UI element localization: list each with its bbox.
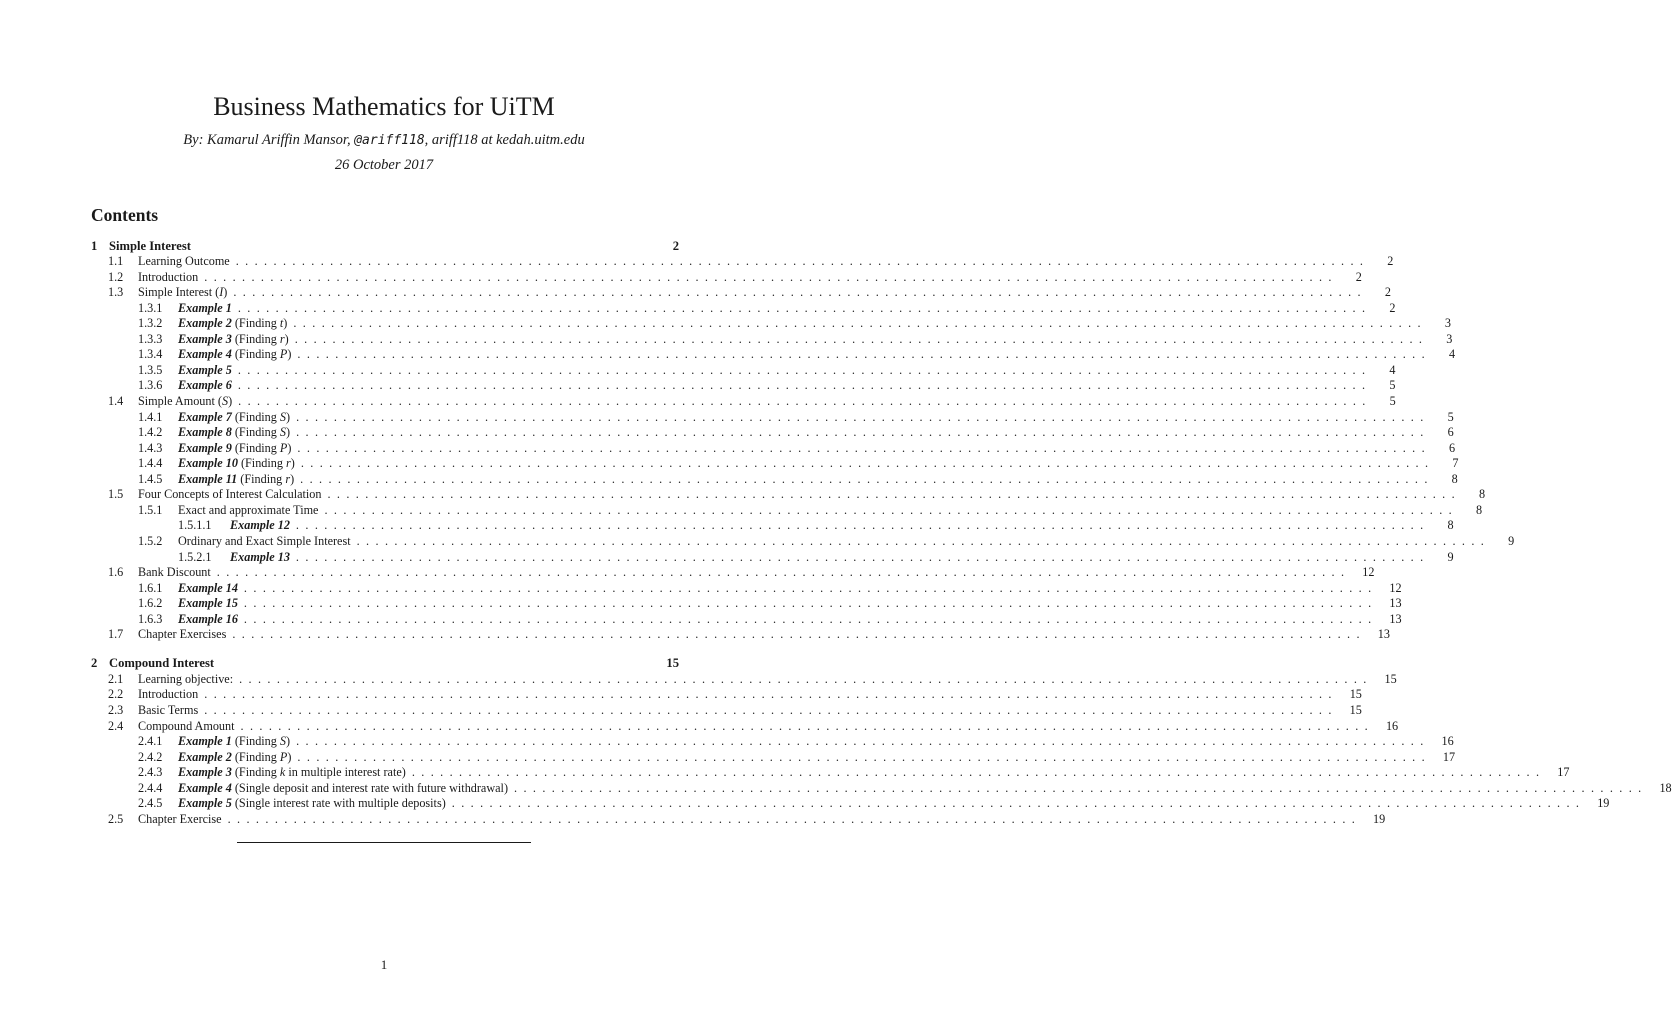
toc-page-number: 16 xyxy=(1441,734,1454,749)
toc-dot-leader: ........................................................................................................................ xyxy=(233,285,1367,300)
toc-entry[interactable] xyxy=(91,502,1483,518)
toc-entry-number: 1.5.2.1 xyxy=(178,549,212,564)
toc-entry-title xyxy=(230,517,290,533)
toc-dot-leader: ........................................................................................................................ xyxy=(296,734,1430,749)
toc-entry-title xyxy=(178,331,289,347)
toc-page-number: 5 xyxy=(1389,378,1396,393)
toc-title-text: Exact and approximate Time xyxy=(178,502,319,517)
toc-entry-number: 1.4.3 xyxy=(138,440,163,455)
toc-title-text: (Finding xyxy=(231,347,280,362)
toc-entry[interactable] xyxy=(91,346,1456,362)
toc-page-number: 16 xyxy=(1385,718,1399,733)
toc-title-text: ) xyxy=(286,409,291,424)
toc-entry[interactable] xyxy=(91,811,1386,827)
toc-title-text: Introduction xyxy=(138,269,199,284)
toc-title-text: (Finding xyxy=(231,331,280,346)
toc-example-label: Example 5 xyxy=(178,796,232,811)
toc-entry-title xyxy=(138,253,230,269)
toc-example-label: Example 15 xyxy=(178,596,238,611)
toc-dot-leader: ........................................................................................................................ xyxy=(297,347,1432,362)
toc-entry-number: 1.2 xyxy=(108,269,124,284)
toc-entry-number: 2.4.1 xyxy=(138,734,163,749)
toc-entry-number: 2.5 xyxy=(108,811,124,826)
toc-entry-title xyxy=(138,564,211,580)
toc-entry-number: 1.6.2 xyxy=(138,596,163,611)
contents-heading: Contents xyxy=(91,205,159,225)
toc-entry-title xyxy=(178,424,290,440)
toc-entry-number: 1.6 xyxy=(108,565,124,580)
toc-entry[interactable] xyxy=(91,702,1362,718)
toc-entry-number: 1.3.2 xyxy=(138,316,163,331)
toc-page-number: 6 xyxy=(1448,440,1456,455)
toc-page-number: 2 xyxy=(1387,254,1394,269)
toc-math-symbol: r xyxy=(285,471,291,486)
toc-math-symbol: S xyxy=(279,409,286,424)
toc-page-number: 17 xyxy=(1442,749,1456,764)
toc-example-label: Example 2 xyxy=(178,749,232,764)
toc-example-label: Example 10 xyxy=(178,456,238,471)
toc-page-number: 15 xyxy=(1384,671,1397,686)
toc-example-label: Example 14 xyxy=(178,580,238,595)
toc-math-symbol: S xyxy=(221,394,229,408)
toc-dot-leader: ........................................................................................................................ xyxy=(232,627,1366,642)
toc-entry-number: 2 xyxy=(91,656,98,671)
toc-example-label: Example 8 xyxy=(178,425,232,440)
toc-dot-leader: ........................................................................................................................ xyxy=(204,687,1338,702)
toc-entry-number: 2.4.4 xyxy=(138,780,163,795)
toc-title-text: Simple Interest ( xyxy=(138,285,220,300)
toc-dot-leader: ........................................................................................................................ xyxy=(296,425,1430,440)
toc-entry[interactable] xyxy=(91,626,1390,642)
toc-dot-leader: ........................................................................................................................ xyxy=(243,596,1378,611)
toc-dot-leader: ........................................................................................................................ xyxy=(514,780,1648,795)
toc-dot-leader: ........................................................................................................................ xyxy=(297,749,1432,764)
toc-entry[interactable] xyxy=(91,749,1456,765)
toc-page-number: 3 xyxy=(1444,316,1451,331)
toc-page-number: 13 xyxy=(1389,611,1402,626)
toc-entry-number: 1.3.4 xyxy=(138,347,163,362)
toc-entry-title xyxy=(178,502,318,518)
toc-math-symbol: r xyxy=(279,331,285,346)
toc-entry-number: 1.3.5 xyxy=(138,362,163,377)
toc-entry-title xyxy=(178,300,232,316)
toc-title-text: (Finding xyxy=(231,409,280,424)
byline-author: By: Kamarul Ariffin Mansor, xyxy=(183,132,351,148)
toc-entry-number: 1.5.2 xyxy=(138,533,163,548)
toc-title-text: ) xyxy=(283,316,288,331)
toc-title-text: Learning objective: xyxy=(138,671,234,686)
toc-example-label: Example 1 xyxy=(178,300,232,315)
toc-entry[interactable] xyxy=(91,409,1454,425)
toc-dot-leader: ........................................................................................................................ xyxy=(356,533,1491,548)
toc-entry[interactable] xyxy=(91,393,1396,409)
toc-title-text: (Finding xyxy=(237,456,286,471)
toc-example-label: Example 5 xyxy=(178,362,232,377)
toc-entry[interactable] xyxy=(91,733,1454,749)
toc-example-label: Example 2 xyxy=(178,316,232,331)
toc-entry[interactable] xyxy=(91,686,1362,702)
toc-title-text: ) xyxy=(286,734,291,749)
toc-dot-leader: ........................................................................................................................ xyxy=(451,796,1586,811)
toc-title-text: (Finding xyxy=(231,440,280,455)
toc-dot-leader: ........................................................................................................................ xyxy=(227,811,1362,826)
toc-entry[interactable] xyxy=(91,269,1362,285)
twitter-handle[interactable]: @ariff118 xyxy=(354,133,425,148)
toc-page-number: 7 xyxy=(1452,456,1459,471)
toc-page-number: 9 xyxy=(1508,533,1515,548)
toc-dot-leader: ........................................................................................................................ xyxy=(216,565,1351,580)
toc-entry[interactable] xyxy=(91,315,1451,331)
toc-page-number: 8 xyxy=(1451,471,1458,486)
toc-math-symbol: P xyxy=(279,347,288,362)
toc-entry-title xyxy=(178,611,238,627)
toc-dot-leader: ........................................................................................................................ xyxy=(295,549,1430,564)
toc-entry-number: 1.4.5 xyxy=(138,471,163,486)
toc-page-number: 2 xyxy=(672,238,679,253)
toc-entry[interactable] xyxy=(91,580,1402,596)
toc-dot-leader: ........................................................................................................................ xyxy=(297,440,1432,455)
toc-dot-leader: ........................................................................................................................ xyxy=(237,300,1372,315)
toc-page-number: 18 xyxy=(1659,780,1672,795)
toc-title-text: (Finding xyxy=(231,425,280,440)
toc-example-label: Example 11 xyxy=(178,471,238,486)
toc-entry-title xyxy=(178,795,446,811)
toc-entry-title xyxy=(138,269,198,285)
toc-title-text: Four Concepts of Interest Calculation xyxy=(138,487,322,502)
toc-entry-number: 1.3 xyxy=(108,285,124,300)
toc-page-number: 12 xyxy=(1362,565,1375,580)
toc-page-number: 19 xyxy=(1373,811,1386,826)
toc-title-text: ) xyxy=(290,456,295,471)
toc-entry-number: 2.4 xyxy=(108,718,124,733)
toc-page-number: 5 xyxy=(1447,409,1454,424)
toc-entry-title xyxy=(109,655,214,671)
toc-entry[interactable] xyxy=(91,455,1459,471)
toc-entry-title xyxy=(178,764,406,780)
toc-entry-title xyxy=(178,409,290,425)
toc-page-number: 5 xyxy=(1389,394,1396,408)
toc-entry-title xyxy=(138,811,222,827)
toc-title-text: ) xyxy=(287,347,292,362)
toc-entry-number: 2.1 xyxy=(108,671,124,686)
toc-title-text: (Finding xyxy=(237,471,286,486)
toc-title-text: Ordinary and Exact Simple Interest xyxy=(178,533,351,548)
toc-example-label: Example 6 xyxy=(178,378,232,393)
toc-title-text: (Single interest rate with multiple deposits) xyxy=(231,796,446,811)
toc-title-text: (Single deposit and interest rate with future withdrawal) xyxy=(231,780,508,795)
toc-entry[interactable] xyxy=(91,671,1397,687)
toc-entry[interactable] xyxy=(91,424,1454,440)
toc-entry-title xyxy=(178,533,351,549)
toc-title-text: in multiple interest rate) xyxy=(285,765,406,780)
toc-entry-title xyxy=(109,238,191,254)
toc-title-text: Compound Interest xyxy=(109,656,215,671)
toc-title-text: Chapter Exercises xyxy=(138,627,227,642)
toc-entry-title xyxy=(138,718,235,734)
toc-page-number: 15 xyxy=(666,656,679,671)
toc-entry[interactable] xyxy=(91,362,1396,378)
toc-entry[interactable] xyxy=(91,300,1396,316)
toc-math-symbol: S xyxy=(279,425,286,440)
toc-example-label: Example 12 xyxy=(230,518,290,533)
toc-entry-number: 2.4.5 xyxy=(138,796,163,811)
toc-dot-leader: ........................................................................................................................ xyxy=(293,316,1427,331)
toc-entry-number: 1.7 xyxy=(108,627,124,642)
toc-entry-title xyxy=(178,471,294,487)
toc-entry[interactable] xyxy=(91,611,1402,627)
toc-math-symbol: P xyxy=(279,440,288,455)
toc-dot-leader: ........................................................................................................................ xyxy=(295,518,1430,533)
toc-math-symbol: k xyxy=(279,765,286,780)
toc-page-number: 19 xyxy=(1597,796,1610,811)
toc-entry[interactable] xyxy=(91,440,1456,456)
toc-entry[interactable] xyxy=(91,377,1396,393)
toc-entry-title xyxy=(138,393,232,409)
toc-title-text: ) xyxy=(290,471,295,486)
toc-entry-title xyxy=(138,686,198,702)
toc-entry-number: 2.2 xyxy=(108,687,124,702)
toc-page-number: 9 xyxy=(1447,549,1454,564)
toc-entry[interactable] xyxy=(91,471,1458,487)
toc-entry-title xyxy=(138,626,226,642)
toc-title-text: Basic Terms xyxy=(138,702,199,717)
toc-page-number: 17 xyxy=(1557,765,1570,780)
toc-example-label: Example 13 xyxy=(230,549,290,564)
toc-entry[interactable] xyxy=(91,795,1610,811)
toc-entry[interactable] xyxy=(91,533,1515,549)
toc-title-text: (Finding xyxy=(231,316,280,331)
toc-title-text: ) xyxy=(287,749,292,764)
toc-title-text: ) xyxy=(287,440,292,455)
toc-entry-title xyxy=(138,671,233,687)
toc-title-text: (Finding xyxy=(231,765,280,780)
toc-entry-title xyxy=(178,780,508,796)
toc-entry-number: 1.4.1 xyxy=(138,409,163,424)
toc-dot-leader: ........................................................................................................................ xyxy=(235,254,1370,269)
toc-entry-title xyxy=(178,580,238,596)
toc-example-label: Example 3 xyxy=(178,765,232,780)
toc-page-number: 12 xyxy=(1389,580,1402,595)
toc-entry-number: 1.3.6 xyxy=(138,378,163,393)
toc-entry-number: 1.4 xyxy=(108,394,124,408)
toc-dot-leader: ........................................................................................................................ xyxy=(237,378,1372,393)
toc-title-text: Compound Amount xyxy=(138,718,235,733)
toc-entry-title xyxy=(138,702,198,718)
toc-title-text: Simple Amount ( xyxy=(138,394,222,408)
toc-entry-title xyxy=(178,455,295,471)
toc-title-text: Bank Discount xyxy=(138,565,211,580)
toc-math-symbol: S xyxy=(279,734,286,749)
toc-page-number: 13 xyxy=(1389,596,1402,611)
toc-entry-number: 1.5 xyxy=(108,487,124,502)
toc-math-symbol: r xyxy=(286,456,291,471)
footnote-rule xyxy=(237,842,531,843)
toc-entry-number: 1.3.1 xyxy=(138,300,163,315)
toc-page-number: 15 xyxy=(1349,687,1362,702)
toc-title-text: ) xyxy=(228,394,233,408)
toc-dot-leader: ........................................................................................................................ xyxy=(243,580,1378,595)
toc-dot-leader: ........................................................................................................................ xyxy=(300,456,1435,471)
toc-entry-number: 1 xyxy=(91,238,98,253)
page-number: 1 xyxy=(380,957,388,972)
toc-entry-title xyxy=(138,486,321,502)
toc-title-text: Introduction xyxy=(138,687,199,702)
toc-entry[interactable] xyxy=(91,780,1672,796)
toc-title-text: Learning Outcome xyxy=(138,254,230,269)
toc-entry-title xyxy=(178,315,287,331)
toc-entry[interactable] xyxy=(91,764,1570,780)
toc-dot-leader: ........................................................................................................................ xyxy=(238,394,1372,408)
toc-title-text: ) xyxy=(223,285,228,300)
toc-entry-title xyxy=(178,346,291,362)
toc-title-text: (Finding xyxy=(231,749,280,764)
toc-dot-leader: ........................................................................................................................ xyxy=(239,671,1373,686)
toc-entry-title xyxy=(178,440,291,456)
toc-entry-number: 1.3.3 xyxy=(138,331,163,346)
document-title: Business Mathematics for UiTM xyxy=(213,92,555,121)
toc-page-number: 6 xyxy=(1447,425,1454,440)
toc-page-number: 8 xyxy=(1476,502,1483,517)
toc-dot-leader: ........................................................................................................................ xyxy=(204,269,1338,284)
toc-entry-title xyxy=(178,377,232,393)
toc-example-label: Example 3 xyxy=(178,331,232,346)
toc-entry[interactable] xyxy=(91,331,1453,347)
toc-example-label: Example 9 xyxy=(178,440,232,455)
toc-entry-number: 1.6.1 xyxy=(138,580,163,595)
toc-entry-title xyxy=(138,284,227,300)
toc-dot-leader: ........................................................................................................................ xyxy=(204,702,1338,717)
toc-entry[interactable] xyxy=(91,718,1399,734)
toc-dot-leader: ........................................................................................................................ xyxy=(237,362,1372,377)
toc-entry-number: 1.1 xyxy=(108,254,124,269)
toc-dot-leader: ........................................................................................................................ xyxy=(327,487,1462,502)
toc-page-number: 2 xyxy=(1384,285,1391,300)
toc-title-text: Simple Interest xyxy=(109,238,191,253)
toc-dot-leader: ........................................................................................................................ xyxy=(296,409,1430,424)
toc-page-number: 8 xyxy=(1447,518,1454,533)
toc-example-label: Example 7 xyxy=(178,409,232,424)
toc-entry-number: 1.4.4 xyxy=(138,456,163,471)
toc-entry[interactable] xyxy=(91,517,1454,533)
toc-dot-leader: ........................................................................................................................ xyxy=(324,502,1459,517)
toc-entry-title xyxy=(178,749,291,765)
toc-page-number: 13 xyxy=(1377,627,1390,642)
toc-math-symbol: I xyxy=(219,285,224,300)
toc-entry-title xyxy=(178,595,238,611)
toc-page-number: 3 xyxy=(1446,331,1453,346)
toc-entry-number: 2.3 xyxy=(108,702,124,717)
toc-title-text: ) xyxy=(284,331,289,346)
toc-entry[interactable] xyxy=(91,253,1394,269)
toc-entry-title xyxy=(178,733,290,749)
byline-email: , ariff118 at kedah.uitm.edu xyxy=(424,132,585,148)
toc-page-number: 15 xyxy=(1349,702,1362,717)
toc-dot-leader: ........................................................................................................................ xyxy=(300,471,1434,486)
toc-entry[interactable] xyxy=(91,564,1375,580)
toc-math-symbol: t xyxy=(279,316,284,331)
document-date: 26 October 2017 xyxy=(334,157,434,173)
toc-entry-title xyxy=(178,362,232,378)
toc-page-number: 2 xyxy=(1389,300,1396,315)
toc-dot-leader: ........................................................................................................................ xyxy=(411,765,1546,780)
toc-entry-number: 1.6.3 xyxy=(138,611,163,626)
toc-entry-title xyxy=(230,549,290,565)
toc-title-text: (Finding xyxy=(231,734,280,749)
toc-dot-leader: ........................................................................................................................ xyxy=(294,331,1429,346)
toc-entry[interactable] xyxy=(91,284,1391,300)
toc-entry[interactable] xyxy=(91,549,1454,565)
toc-entry[interactable] xyxy=(91,595,1402,611)
toc-dot-leader: ........................................................................................................................ xyxy=(243,611,1378,626)
toc-dot-leader: ........................................................................................................................ xyxy=(240,718,1375,733)
toc-entry-number: 1.5.1 xyxy=(138,502,163,517)
toc-title-text: ) xyxy=(286,425,291,440)
toc-page-number: 8 xyxy=(1478,487,1486,502)
toc-math-symbol: P xyxy=(279,749,288,764)
toc-entry-number: 2.4.3 xyxy=(138,765,163,780)
toc-chapter-entry[interactable] xyxy=(91,238,679,254)
toc-entry-number: 2.4.2 xyxy=(138,749,163,764)
toc-example-label: Example 16 xyxy=(178,611,238,626)
toc-example-label: Example 4 xyxy=(178,780,232,795)
toc-entry-number: 1.4.2 xyxy=(138,425,163,440)
toc-entry[interactable] xyxy=(91,486,1486,502)
toc-page-number: 2 xyxy=(1355,269,1362,284)
toc-example-label: Example 1 xyxy=(178,734,232,749)
toc-page-number: 4 xyxy=(1389,362,1396,377)
toc-chapter-entry[interactable] xyxy=(91,655,679,671)
toc-example-label: Example 4 xyxy=(178,347,232,362)
toc-title-text: Chapter Exercise xyxy=(138,811,222,826)
toc-entry-number: 1.5.1.1 xyxy=(178,518,212,533)
toc-page-number: 4 xyxy=(1448,347,1456,362)
